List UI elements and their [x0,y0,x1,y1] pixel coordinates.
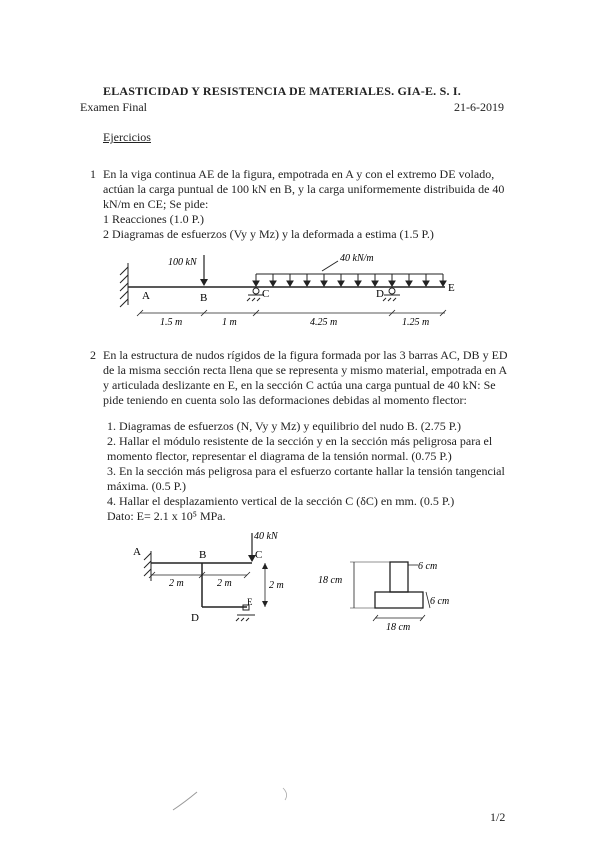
node-label-b: B [200,292,208,304]
exercise-2-line: y articulada deslizante en E, en la sección C actúa una carga puntual de 40 kN: Se [103,378,496,392]
node-label-c: C [255,549,263,561]
dim-label: 6 cm [430,596,450,607]
exercise-2-item: momento flector, representar el diagrama de la tensión normal. (0.75 P.) [107,449,452,463]
exercise-2-number: 2 [90,348,96,362]
exercise-1-line: kN/m en CE; Se pide: [103,197,209,211]
node-label-e: E [247,597,253,607]
exercise-2-item: máxima. (0.5 P.) [107,479,186,493]
span-label: 1.25 m [402,317,430,328]
dim-label: 2 m [169,578,184,589]
exam-title: ELASTICIDAD Y RESISTENCIA DE MATERIALES. GIA-E. S. I. [103,84,461,98]
node-label-a: A [142,290,150,302]
exercise-2-item: Dato: E= 2.1 x 10⁵ MPa. [107,509,226,523]
node-label-d: D [191,612,199,624]
pen-mark [165,780,315,820]
exercise-2-item: 4. Hallar el desplazamiento vertical de la sección C (δC) en mm. (0.5 P.) [107,494,455,508]
dim-label: 2 m [217,578,232,589]
section-flange [375,592,423,608]
node-label-c: C [262,288,270,300]
dim-label: 18 cm [386,622,411,633]
exercise-1-item: 2 Diagramas de esfuerzos (Vy y Mz) y la deformada a estima (1.5 P.) [103,227,434,241]
span-label: 4.25 m [310,317,338,328]
span-label: 1.5 m [160,317,183,328]
exam-date: 21-6-2019 [454,100,504,114]
load-label: 40 kN [254,531,278,542]
exercise-2-line: pide teniendo en cuenta solo las deformaciones debidas al momento flector: [103,393,467,407]
frame-figure [125,525,305,635]
page-number: 1/2 [490,810,506,824]
exercise-1-number: 1 [90,167,96,181]
section-web [390,562,408,592]
distributed-load-label: 40 kN/m [340,253,374,264]
distributed-load-arrows [253,274,446,286]
node-label-b: B [199,549,207,561]
exercise-1-line: En la viga continua AE de la figura, empotrada en A y con el extremo DE volado, [103,167,495,181]
roller-support-d [383,288,400,301]
section-heading: Ejercicios [103,130,151,144]
dim-label: 6 cm [418,561,438,572]
span-label: 1 m [222,317,237,328]
exercise-2-line: de la misma sección recta llena que se representa y mismo material, empotrada en A [103,363,508,377]
exercise-2-item: 3. En la sección más peligrosa para el esfuerzo cortante hallar la tensión tangencial [107,464,505,478]
exercise-2-item: 2. Hallar el módulo resistente de la sección y en la sección más peligrosa para el [107,434,493,448]
node-label-a: A [133,546,141,558]
node-label-e: E [448,282,455,294]
fixed-support-a [120,263,128,307]
point-load-label: 100 kN [168,257,197,268]
section-figure [318,550,488,640]
exam-subtitle: Examen Final [80,100,147,114]
exercise-2-item: 1. Diagramas de esfuerzos (N, Vy y Mz) y equilibrio del nudo B. (2.75 P.) [107,419,462,433]
dim-label: 2 m [269,580,284,591]
beam-figure [110,245,470,330]
exercise-1-line: actúan la carga puntual de 100 kN en B, y la carga uniformemente distribuida de 40 [103,182,505,196]
exercise-2-line: En la estructura de nudos rígidos de la figura formada por las 3 barras AC, DB y ED [103,348,508,362]
exercise-1-item: 1 Reacciones (1.0 P.) [103,212,204,226]
node-label-d: D [376,288,384,300]
dim-label: 18 cm [318,575,343,586]
